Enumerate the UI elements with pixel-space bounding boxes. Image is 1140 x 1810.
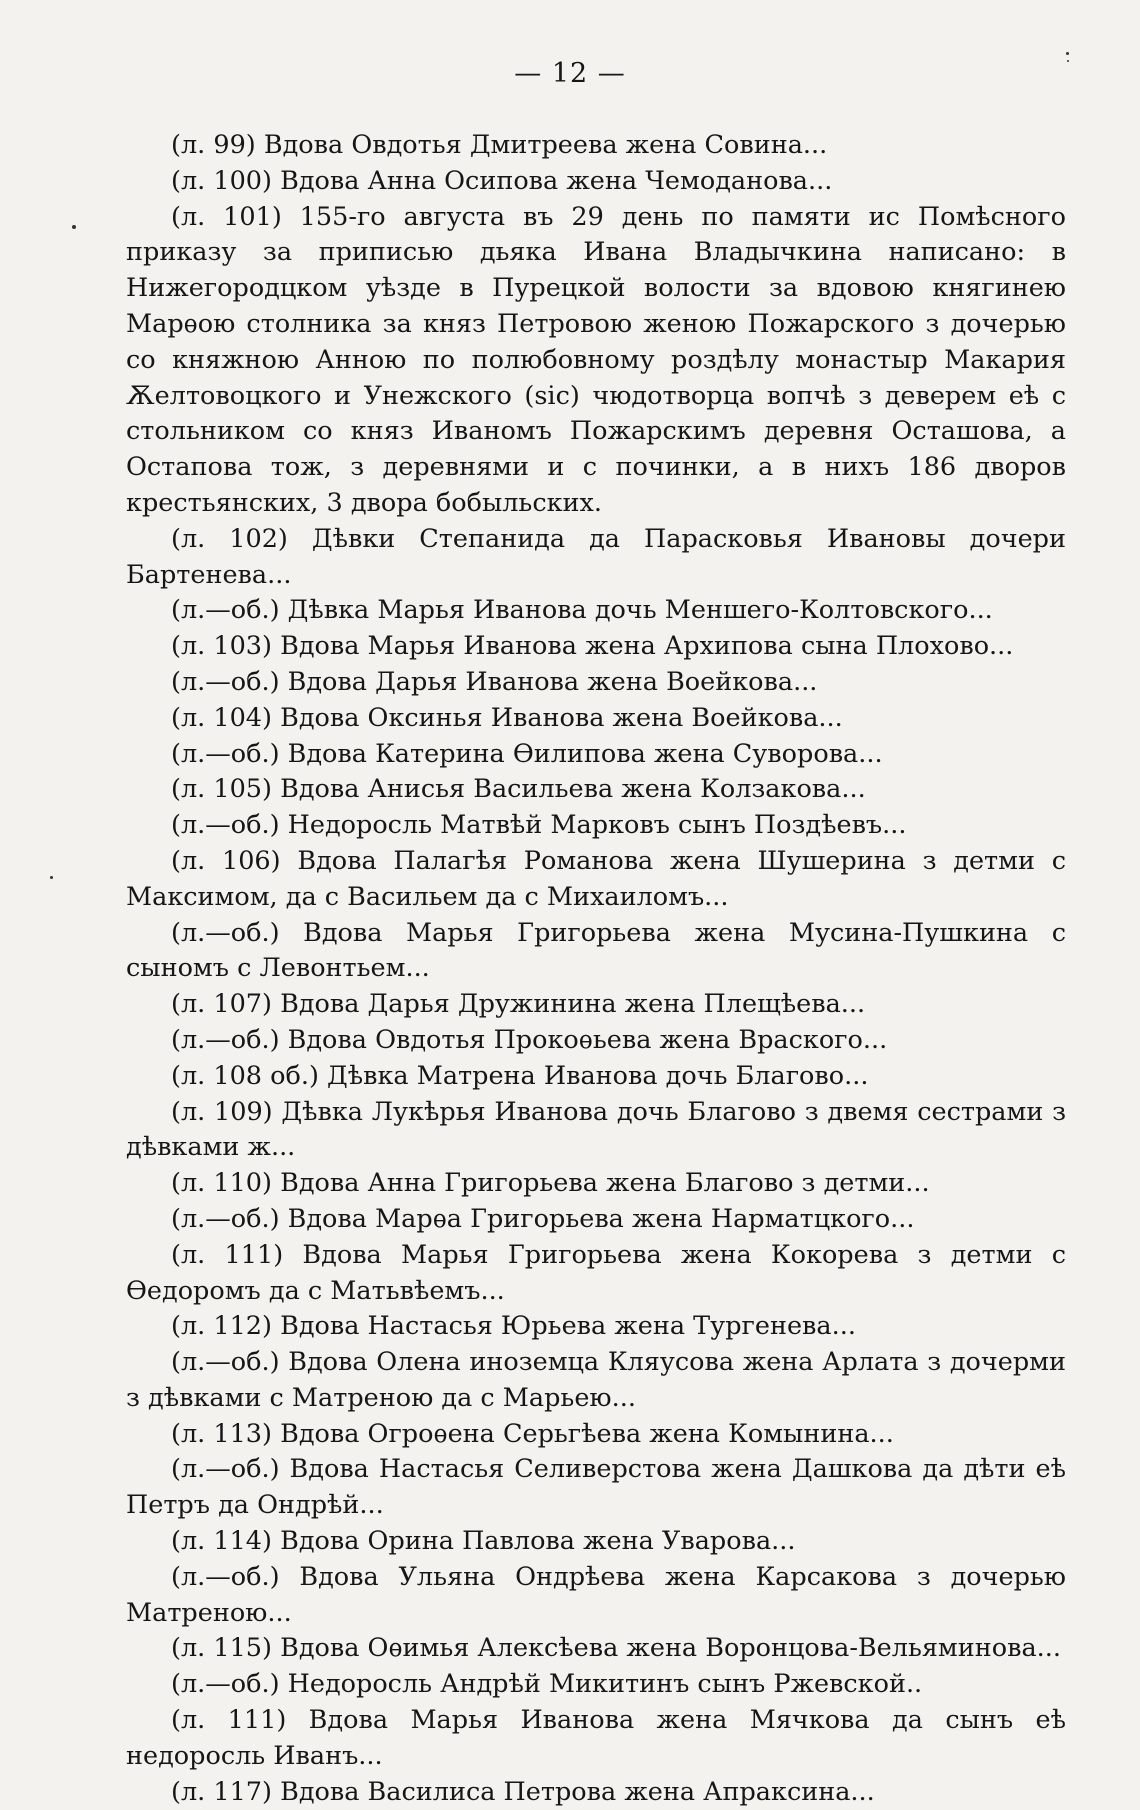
ink-speck <box>1066 52 1069 55</box>
record-entry: (л.—об.) Вдова Овдотья Прокоѳьева жена Враского... <box>171 1024 888 1055</box>
record-entry: (л.—об.) Вдова Марѳа Григорьева жена Нарматцкого... <box>171 1203 915 1234</box>
record-entry: (л.—об.) Вдова Ульяна Ондрѣева жена Карсакова з дочерью Матреною... <box>126 1561 1066 1628</box>
record-entry: (л. 115) Вдова Оѳимья Алексѣева жена Воронцова-Вельяминова... <box>171 1633 1061 1664</box>
record-entry: (л. 111) Вдова Марья Григорьева жена Кокорева з детми с Ѳедоромъ да с Матьвѣемъ... <box>126 1239 1066 1306</box>
record-entry: (л. 101) 155-го августа въ 29 день по памяти ис Помѣсного приказу за приписью дьяка Ивана Владычкина написано: в Нижегородцком уѣзде в Пурецкой волости за вдовою княгинею Марѳою столника за княз Петровою женою Пожарского з дочерью со княжною Анною по полюбовному роздѣлу монастыр Макария Ѫелтовоцкого и Унежского (sic) чюдотворца вопчѣ з деверем еѣ с стольником со княз Иваномъ Пожарскимъ деревня Осташова, а Остапова тож, з деревнями и с починки, а в нихъ 186 дворов крестьянских, 3 двора бобыльских. <box>126 201 1066 518</box>
record-entry: (л. 113) Вдова Огроѳена Серьгѣева жена Комынина... <box>171 1418 894 1449</box>
record-entry: (л.—об.) Вдова Марья Григорьева жена Мусина-Пушкина с сыномъ с Левонтьем... <box>126 917 1066 984</box>
ink-speck <box>1067 60 1069 62</box>
record-entry: (л.—об.) Вдова Олена иноземца Кляусова жена Арлата з дочерми з дѣвками с Матреною да с Марьею... <box>126 1347 1066 1413</box>
record-entry: (л. 107) Вдова Дарья Дружинина жена Плещѣева... <box>171 989 866 1020</box>
record-entry: (л. 99) Вдова Овдотья Дмитреева жена Совина... <box>171 130 828 160</box>
record-entry: (л. 102) Дѣвки Степанида да Парасковья Ивановы дочери Бартенева... <box>126 523 1066 590</box>
ink-speck <box>72 225 76 229</box>
record-entry: (л.—об.) Вдова Настасья Селиверстова жена Дашкова да дѣти еѣ Петръ да Ондрѣй... <box>126 1454 1066 1521</box>
record-entry: (л. 110) Вдова Анна Григорьева жена Благово з детми... <box>171 1168 930 1199</box>
document-body <box>126 128 1066 1810</box>
page-number: — 12 — <box>514 58 626 89</box>
record-entry: (л.—об.) Дѣвка Марья Иванова дочь Меншего-Колтовского... <box>171 595 993 626</box>
record-entry: (л. 108 об.) Дѣвка Матрена Иванова дочь Благово... <box>171 1060 869 1091</box>
record-entry: (л.—об.) Вдова Катерина Ѳилипова жена Суворова... <box>171 738 883 769</box>
record-entry: (л.—об.) Недоросль Андрѣй Микитинъ сынъ Ржевской.. <box>171 1669 923 1700</box>
record-entry: (л. 100) Вдова Анна Осипова жена Чемоданова... <box>171 165 833 196</box>
record-entry: (л. 109) Дѣвка Лукѣрья Иванова дочь Благово з двемя сестрами з дѣвками ж... <box>126 1096 1066 1163</box>
record-entry: (л. 106) Вдова Палагѣя Романова жена Шушерина з детми с Максимом, да с Васильем да с Михаиломъ... <box>126 845 1066 912</box>
record-entry: (л. 114) Вдова Орина Павлова жена Уварова... <box>171 1526 796 1557</box>
ink-speck <box>50 876 53 879</box>
record-entry: (л. 117) Вдова Василиса Петрова жена Апраксина... <box>171 1776 875 1807</box>
record-entry: (л. 103) Вдова Марья Иванова жена Архипова сына Плохово... <box>171 631 1014 662</box>
record-entry: (л. 104) Вдова Оксинья Иванова жена Воейкова... <box>171 702 843 733</box>
record-entry: (л.—об.) Недоросль Матвѣй Марковъ сынъ Поздѣевъ... <box>171 810 907 841</box>
record-entry: (л. 111) Вдова Марья Иванова жена Мячкова да сынъ еѣ недоросль Иванъ... <box>126 1705 1066 1771</box>
record-entry: (л. 105) Вдова Анисья Васильева жена Колзакова... <box>171 774 866 805</box>
record-entry: (л. 112) Вдова Настасья Юрьева жена Тургенева... <box>171 1311 856 1342</box>
record-entry: (л.—об.) Вдова Дарья Иванова жена Воейкова... <box>171 666 818 697</box>
